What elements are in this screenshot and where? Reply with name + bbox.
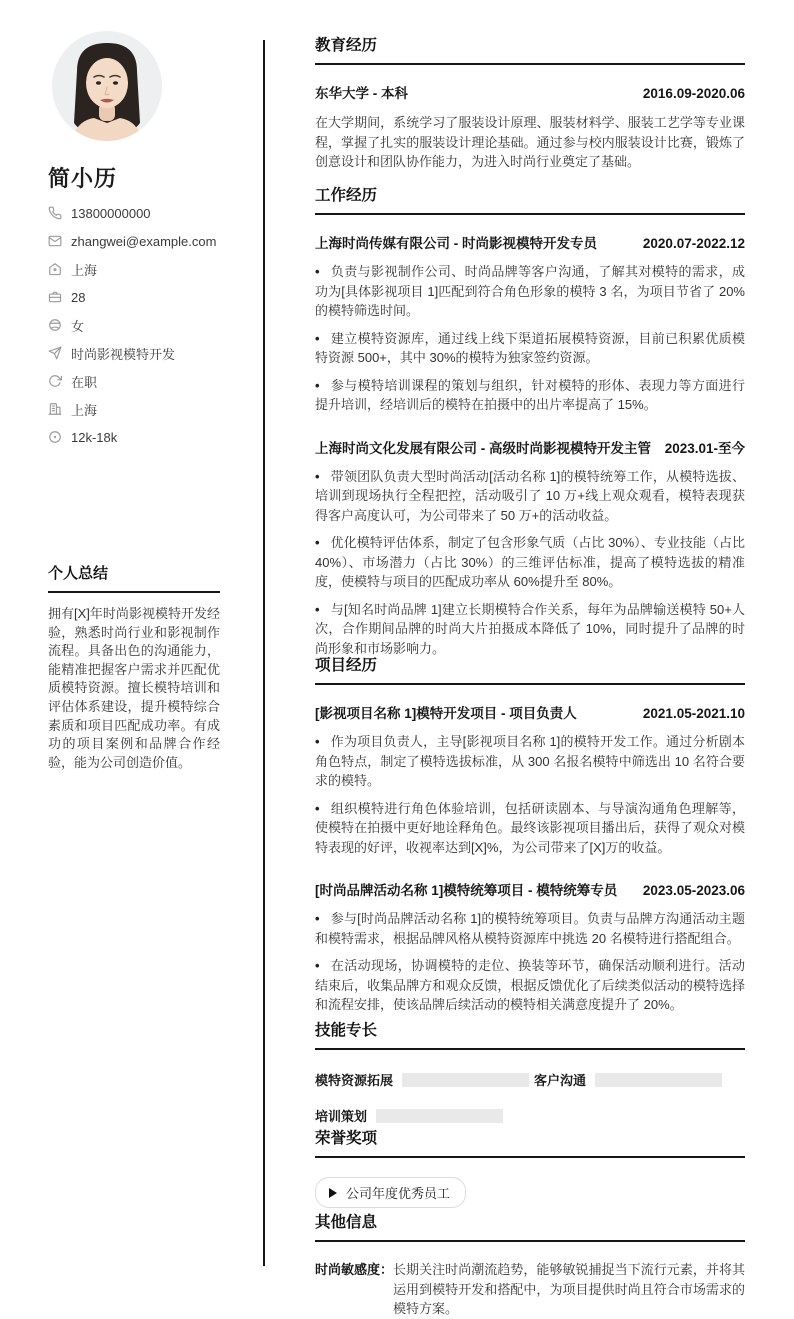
contact-salary xyxy=(48,423,258,451)
work-bullet: • 负责与影视制作公司、时尚品牌等客户沟通，了解其对模特的需求，成功为[具体影视项目 1]匹配到符合角色形象的模特 3 名，为项目节省了 20%的模特筛选时间。 xyxy=(315,264,745,318)
bullet-dot-icon: • xyxy=(315,264,320,279)
phone-value: 13800000000 xyxy=(71,205,151,221)
other-info-section xyxy=(315,1210,745,1319)
projects-section xyxy=(315,653,745,1015)
contact-city xyxy=(48,395,258,423)
project-entry xyxy=(315,879,745,1015)
bullet-dot-icon: • xyxy=(315,911,320,926)
phone-icon xyxy=(48,206,62,220)
work-entry xyxy=(315,437,745,659)
project-bullet: • 组织模特进行角色体验培训，包括研读剧本、与导演沟通角色理解等，使模特在拍摄中更好地诠释角色。最终该影视项目播出后，获得了观众对模特表现的好评，收视率达到[X]%，为公司带来了[X]万的收益。 xyxy=(315,800,745,855)
summary-title: 个人总结 xyxy=(48,562,220,593)
skill-label: 客户沟通 xyxy=(534,1073,587,1088)
skill-bar-track xyxy=(402,1073,529,1087)
skill-bar-track xyxy=(376,1109,503,1123)
honors-section xyxy=(315,1126,745,1208)
city-value: 上海 xyxy=(71,402,98,418)
work-bullet: • 建立模特资源库，通过线上线下渠道拓展模特资源，目前已积累优质模特资源 500+，其中 30%的模特为独家签约资源。 xyxy=(315,330,745,365)
education-section xyxy=(315,33,745,172)
column-divider xyxy=(263,40,265,1266)
play-triangle-icon xyxy=(329,1188,337,1198)
status-value: 在职 xyxy=(71,374,98,390)
other-info-title: 其他信息 xyxy=(315,1210,745,1242)
skills-title: 技能专长 xyxy=(315,1018,745,1050)
contact-status xyxy=(48,367,258,395)
contact-phone xyxy=(48,199,258,227)
skill-item xyxy=(534,1070,745,1089)
education-entry-date: 2016.09-2020.06 xyxy=(642,86,745,101)
honor-badge-label: 公司年度优秀员工 xyxy=(346,1186,451,1201)
honor-badge xyxy=(315,1177,466,1208)
age-icon xyxy=(48,290,62,304)
work-bullet: • 与[知名时尚品牌 1]建立长期模特合作关系，每年为品牌输送模特 50+人次，合作期间品牌的时尚大片拍摄成本降低了 10%，同时提升了品牌的时尚形象和市场影响力。 xyxy=(315,601,745,656)
work-title: 工作经历 xyxy=(315,183,745,215)
email-value: zhangwei@example.com xyxy=(71,233,217,249)
work-entry-date: 2020.07-2022.12 xyxy=(642,236,745,251)
skill-item xyxy=(315,1106,534,1125)
gender-value: 女 xyxy=(71,318,85,334)
age-value: 28 xyxy=(71,289,86,305)
project-entry-name: [影视项目名称 1]模特开发项目 - 项目负责人 xyxy=(315,706,577,721)
project-entry-date: 2023.05-2023.06 xyxy=(642,883,745,898)
bullet-dot-icon: • xyxy=(315,958,320,973)
work-bullet: • 参与模特培训课程的策划与组织，针对模特的形体、表现力等方面进行提升培训，经培训后的模特在拍摄中的出片率提高了 15%。 xyxy=(315,377,745,412)
education-entry-description: 在大学期间，系统学习了服装设计原理、服装材料学、服装工艺学等专业课程，掌握了扎实的服装设计理论基础。通过参与校内服装设计比赛，锻炼了创意设计和团队协作能力，为进入时尚行业奠定了基础。 xyxy=(315,115,745,169)
projects-title: 项目经历 xyxy=(315,653,745,685)
position-icon xyxy=(48,346,62,360)
home-icon xyxy=(48,262,62,276)
contact-home xyxy=(48,255,258,283)
other-info-label: 时尚敏感度： xyxy=(315,1262,394,1277)
work-entry xyxy=(315,232,745,415)
skill-label: 模特资源拓展 xyxy=(315,1073,394,1088)
position-value: 时尚影视模特开发 xyxy=(71,346,176,362)
avatar xyxy=(52,31,162,141)
home-value: 上海 xyxy=(71,262,98,278)
project-bullet: • 作为项目负责人，主导[影视项目名称 1]的模特开发工作。通过分析剧本角色特点，制定了模特选拔标准，从 300 名报名模特中筛选出 10 名符合要求的模特。 xyxy=(315,734,745,788)
bullet-dot-icon: • xyxy=(315,535,320,550)
project-bullet: • 在活动现场，协调模特的走位、换装等环节，确保活动顺利进行。活动结束后，收集品牌方和观众反馈，根据反馈优化了后续类似活动的模特选择和流程安排，使该品牌后续活动的模特相关满意度提升了 20%。 xyxy=(315,958,745,1012)
education-entry-name: 东华大学 - 本科 xyxy=(315,86,408,101)
other-info-text: 长期关注时尚潮流趋势，能够敏锐捕捉当下流行元素，并将其运用到模特开发和搭配中，为项目提供时尚且符合市场需求的模特方案。 xyxy=(393,1262,745,1316)
bullet-dot-icon: • xyxy=(315,601,320,617)
work-bullet: • 优化模特评估体系，制定了包含形象气质（占比 30%）、专业技能（占比 40%）、市场潜力（占比 30%）的三维评估标准，提高了模特选拔的精准度，使模特与项目的匹配成功率从 60%提升至 80%。 xyxy=(315,535,745,589)
candidate-name: 简小历 xyxy=(48,166,118,191)
project-entry-date: 2021.05-2021.10 xyxy=(642,706,745,721)
bullet-dot-icon: • xyxy=(315,734,320,749)
project-bullet: • 参与[时尚品牌活动名称 1]的模特统筹项目。负责与品牌方沟通活动主题和模特需求，根据品牌风格从模特资源库中挑选 20 名模特进行搭配组合。 xyxy=(315,911,745,946)
work-entry-date: 2023.01-至今 xyxy=(664,440,745,456)
bullet-dot-icon: • xyxy=(315,330,320,346)
skill-bar-track xyxy=(595,1073,722,1087)
work-section xyxy=(315,183,745,658)
contact-age xyxy=(48,283,258,311)
education-entry xyxy=(315,82,745,172)
work-entry-name: 上海时尚文化发展有限公司 - 高级时尚影视模特开发主管 xyxy=(315,440,651,456)
contact-position xyxy=(48,339,258,367)
contact-email xyxy=(48,227,258,255)
contact-gender xyxy=(48,311,258,339)
honors-title: 荣誉奖项 xyxy=(315,1126,745,1158)
project-entry xyxy=(315,702,745,857)
summary-text: 拥有[X]年时尚影视模特开发经验，熟悉时尚行业和影视制作流程。具备出色的沟通能力，能精准把握客户需求并匹配优质模特资源。擅长模特培训和评估体系建设，提升模特综合素质和项目匹配成功率。有成功的项目案例和品牌合作经验，能为公司创造价值。 xyxy=(48,606,220,770)
skill-label: 培训策划 xyxy=(315,1109,368,1124)
avatar-portrait xyxy=(52,31,162,141)
mail-icon xyxy=(48,234,62,248)
bullet-dot-icon: • xyxy=(315,468,320,484)
skill-item xyxy=(315,1070,534,1089)
status-icon xyxy=(48,374,62,388)
personal-summary-section xyxy=(48,562,220,772)
city-icon xyxy=(48,402,62,416)
bullet-dot-icon: • xyxy=(315,377,320,393)
bullet-dot-icon: • xyxy=(315,800,320,816)
work-entry-name: 上海时尚传媒有限公司 - 时尚影视模特开发专员 xyxy=(315,236,597,251)
work-bullet: • 带领团队负责大型时尚活动[活动名称 1]的模特统筹工作，从模特选拔、培训到现场执行全程把控，活动吸引了 10 万+线上观众观看，模特表现获得客户高度认可，为公司带来了 50 万+的活动收益。 xyxy=(315,468,745,523)
education-title: 教育经历 xyxy=(315,33,745,65)
salary-value: 12k-18k xyxy=(71,429,118,445)
salary-icon xyxy=(48,430,62,444)
contact-list xyxy=(48,199,258,451)
gender-icon xyxy=(48,318,62,332)
project-entry-name: [时尚品牌活动名称 1]模特统筹项目 - 模特统筹专员 xyxy=(315,883,618,898)
skills-section xyxy=(315,1018,745,1125)
